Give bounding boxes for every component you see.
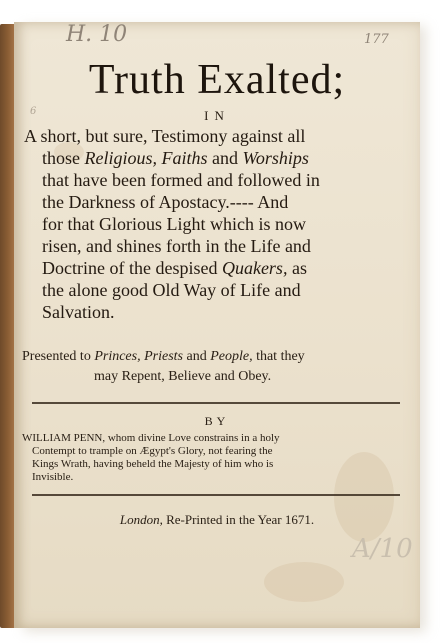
subtitle-text: as xyxy=(287,258,307,278)
imprint-text: Re-Printed in the Year 1671. xyxy=(162,512,315,527)
subtitle-line-3: that have been formed and followed in xyxy=(42,170,320,190)
presented-italic: Princes, Priests xyxy=(94,349,183,364)
author-line-3: Kings Wrath, having beheld the Majesty of him who is xyxy=(32,458,274,470)
author-line-4: Invisible. xyxy=(32,471,74,483)
by-label: BY xyxy=(204,414,230,428)
manuscript-page-number: 177 xyxy=(364,32,389,47)
page-title: Truth Exalted; xyxy=(88,57,346,103)
title-in: IN xyxy=(204,108,230,123)
subtitle-line-6: risen, and shines forth in the Life and xyxy=(42,236,311,256)
subtitle-text: those xyxy=(42,148,85,168)
title-page xyxy=(14,22,420,628)
divider-rule xyxy=(32,402,400,404)
subtitle-line-4: the Darkness of Apostacy.---- And xyxy=(42,192,289,212)
presented-line-1 xyxy=(22,348,414,366)
subtitle-text: Doctrine of the despised xyxy=(42,258,222,278)
manuscript-mark-bottom: A/10 xyxy=(352,534,413,564)
subtitle-text: and xyxy=(207,148,243,168)
presented-italic: People, xyxy=(210,349,253,364)
subtitle-line-2 xyxy=(42,148,428,168)
presented-line-2: may Repent, Believe and Obey. xyxy=(94,369,272,384)
subtitle-line-8: the alone good Old Way of Life and xyxy=(42,280,301,300)
subtitle-line-7 xyxy=(42,258,428,278)
subtitle-italic: Religious, Faiths xyxy=(84,148,208,168)
foxing-stain xyxy=(264,562,344,602)
presented-text: that they xyxy=(252,349,305,364)
imprint-place: London, xyxy=(119,512,163,527)
author-line-2: Contempt to trample on Ægypt's Glory, not fearing the xyxy=(32,445,273,457)
subtitle-line-9: Salvation. xyxy=(42,302,115,322)
subtitle-italic: Quakers, xyxy=(221,258,288,278)
subtitle-italic: Worships xyxy=(242,148,309,168)
manuscript-mark-side: 6 xyxy=(30,106,37,117)
subtitle-line-5: for that Glorious Light which is now xyxy=(42,214,306,234)
presented-text: Presented to xyxy=(22,349,95,364)
subtitle-line-1: A short, but sure, Testimony against all xyxy=(24,126,306,146)
presented-text: and xyxy=(182,349,211,364)
manuscript-mark-top: H. 10 xyxy=(66,22,128,47)
author-line-1: WILLIAM PENN, whom divine Love constrains in a holy xyxy=(22,432,280,444)
divider-rule xyxy=(32,494,400,496)
imprint-line xyxy=(14,512,420,528)
